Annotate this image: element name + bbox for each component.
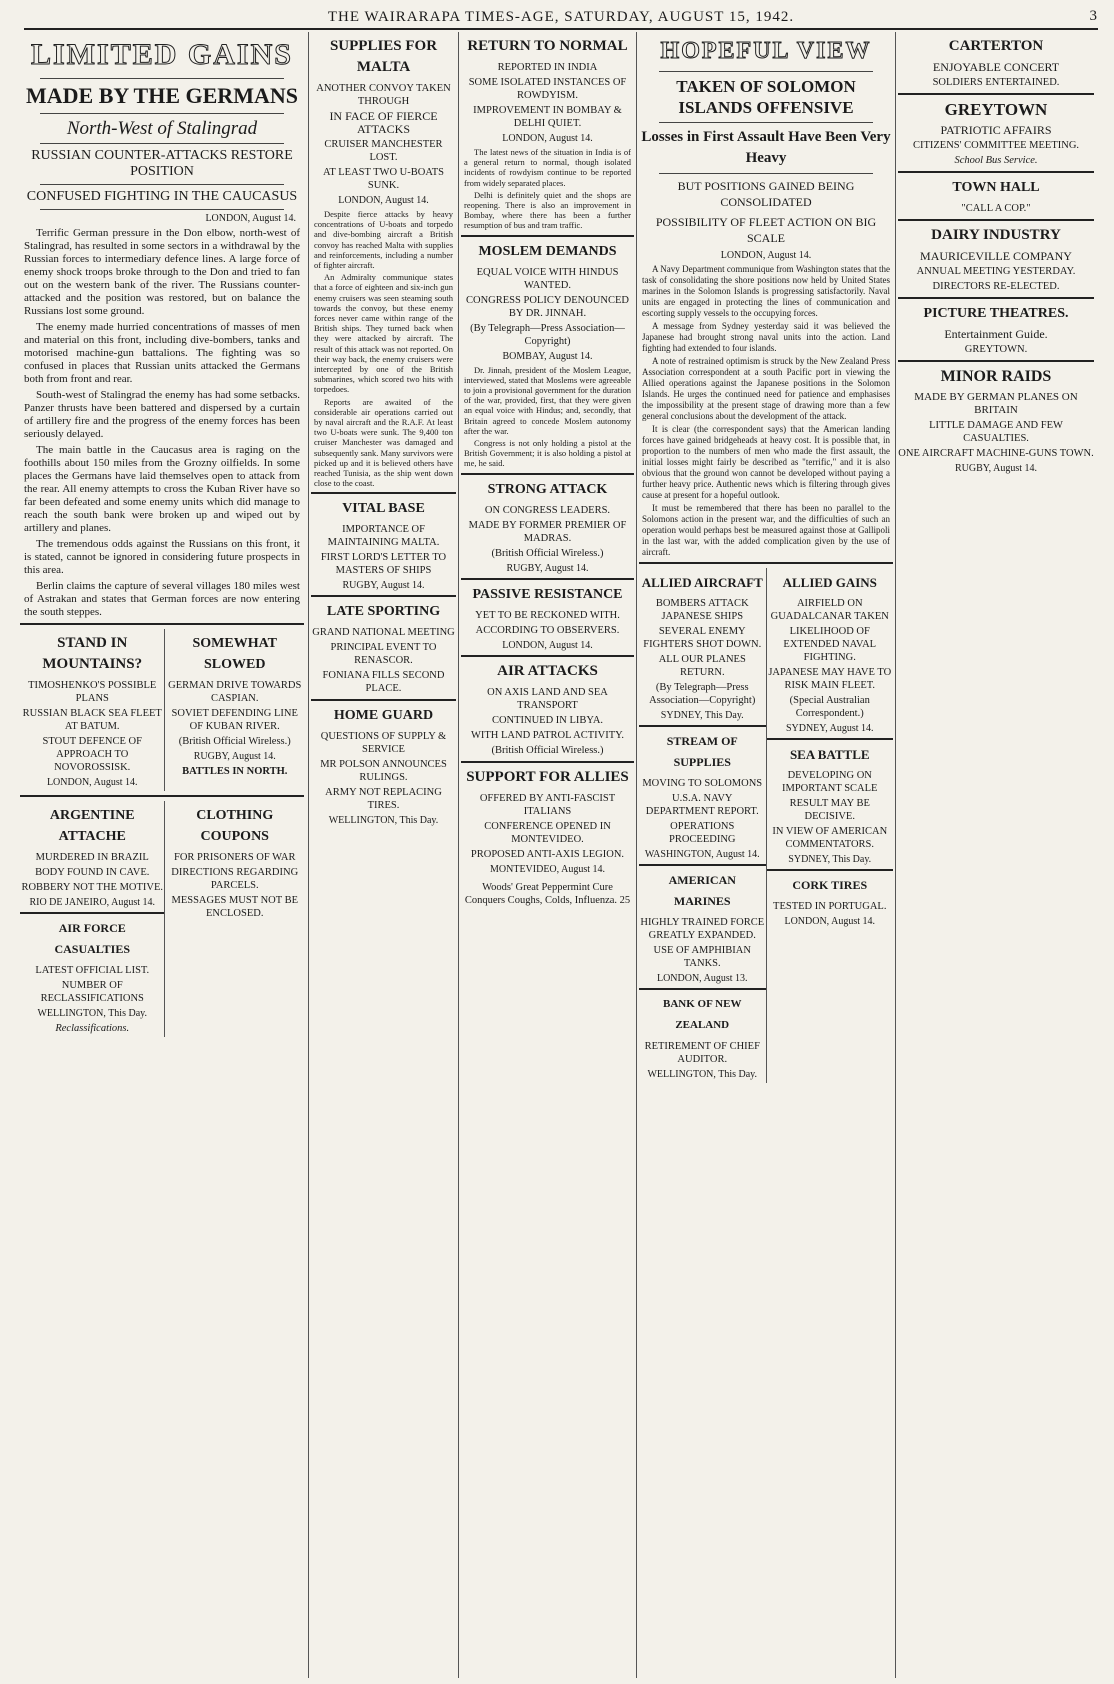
bank-of-nz-article	[639, 994, 766, 1080]
support-for-allies-article	[461, 767, 634, 907]
vital-base-article	[311, 498, 456, 591]
limited-gains-sub2: North-West of Stalingrad	[66, 118, 258, 139]
supplies-for-malta-p2: An Admiralty communique states that a force of eighteen and six-inch gun enemy cruisers was seen steaming south towards the convoy, but these enemy forces never came within range of the British ships. They turned back when they were attacked by aircraft. The result of this attack was not reported. On their way back, the enemy cruisers were intercepted by one of the British submarines, which scored two hits with torpedoes.	[314, 272, 453, 395]
limited-gains-p5: The tremendous odds against the Russians on this front, it is stated, cannot be ignored in considering future prospects in this area.	[24, 538, 300, 576]
limited-gains-article	[20, 38, 304, 619]
late-sporting-headline: LATE SPORTING	[326, 604, 441, 620]
column-right	[898, 32, 1094, 1678]
hopeful-view-p3: A note of restrained optimism is struck by the New Zealand Press Association correspondent at a south Pacific port in viewing the Allied operations against the Japanese positions in the Solomon Islands. He urges the continued need for patience and emphasises the impossibility at the present stage of drawing more than a few general conclusions about the development of the attack.	[642, 356, 890, 421]
air-attacks-article	[461, 661, 634, 757]
stand-in-mountains-dateline: LONDON, August 14.	[46, 777, 138, 788]
dairy-industry-headline: DAIRY INDUSTRY	[931, 227, 1061, 243]
greytown-headline: GREYTOWN	[944, 100, 1048, 119]
allied-gains-sub3: JAPANESE MAY HAVE TO RISK MAIN FLEET.	[768, 667, 892, 691]
picture-theatres-sub1: Entertainment Guide.	[944, 327, 1048, 341]
allied-aircraft-headline: ALLIED AIRCRAFT	[641, 575, 763, 590]
home-guard-headline: HOME GUARD	[333, 708, 434, 724]
minor-raids-dateline: RUGBY, August 14.	[954, 463, 1038, 474]
hopeful-view-p5: It must be remembered that there has been no parallel to the Solomons action in the present war, and the difficulties of such an operation would perhaps best be measured against those at Gallipoli in the last war, with the added complication given by the use of aircraft.	[642, 503, 890, 557]
vital-base-sub2: FIRST LORD'S LETTER TO MASTERS OF SHIPS	[320, 552, 447, 577]
moslem-demands-article	[461, 241, 634, 469]
air-force-casualties-dateline: WELLINGTON, This Day.	[37, 1008, 147, 1019]
return-to-normal-dateline: LONDON, August 14.	[502, 133, 593, 144]
moslem-demands-sub1: EQUAL VOICE WITH HINDUS WANTED.	[476, 266, 619, 291]
stand-in-mountains-sub3: STOUT DEFENCE OF APPROACH TO NOVOROSSISK.	[42, 736, 142, 773]
clothing-coupons-sub3: MESSAGES MUST NOT BE ENCLOSED.	[171, 895, 298, 919]
american-marines-article	[639, 870, 766, 984]
stream-of-supplies-headline: STREAM OF SUPPLIES	[666, 734, 738, 769]
support-for-allies-headline: SUPPORT FOR ALLIES	[466, 768, 629, 785]
support-for-allies-dateline: MONTEVIDEO, August 14.	[490, 863, 605, 875]
home-guard-dateline: WELLINGTON, This Day.	[328, 815, 439, 827]
masthead	[24, 6, 1098, 30]
home-guard-sub3: ARMY NOT REPLACING TIRES.	[325, 787, 442, 812]
air-attacks-sub1: ON AXIS LAND AND SEA TRANSPORT	[487, 686, 608, 711]
stream-of-supplies-sub1: MOVING TO SOLOMONS	[642, 778, 763, 789]
minor-raids-sub3: ONE AIRCRAFT MACHINE-GUNS TOWN.	[898, 448, 1094, 459]
carterton-sub2: SOLDIERS ENTERTAINED.	[932, 77, 1060, 88]
stand-in-mountains-sub1: TIMOSHENKO'S POSSIBLE PLANS	[28, 680, 157, 704]
greytown-article	[898, 99, 1094, 167]
supplies-for-malta-sub3: CRUISER MANCHESTER LOST.	[324, 139, 443, 163]
greytown-sub1: PATRIOTIC AFFAIRS	[940, 123, 1052, 137]
return-to-normal-sub2: SOME ISOLATED INSTANCES OF ROWDYISM.	[468, 77, 627, 101]
american-marines-sub1: HIGHLY TRAINED FORCE GREATLY EXPANDED.	[640, 917, 765, 941]
somewhat-slowed-headline: SOMEWHAT SLOWED	[192, 636, 277, 672]
support-for-allies-sub2: CONFERENCE OPENED IN MONTEVIDEO.	[484, 820, 611, 845]
vital-base-dateline: RUGBY, August 14.	[342, 580, 425, 592]
column-3	[461, 32, 634, 1678]
strong-attack-headline: STRONG ATTACK	[487, 481, 608, 497]
passive-resistance-dateline: LONDON, August 14.	[502, 639, 593, 651]
picture-theatres-sub2: GREYTOWN.	[964, 344, 1028, 355]
carterton-article	[898, 36, 1094, 89]
dairy-industry-sub2: ANNUAL MEETING YESTERDAY.	[916, 266, 1076, 277]
limited-gains-sub1: MADE BY THE GERMANS	[26, 83, 298, 108]
page-number: 3	[1089, 8, 1098, 24]
sea-battle-article	[767, 744, 894, 865]
limited-gains-p4: The main battle in the Caucasus area is raging on the foothills about 150 miles from the Grozny oilfields. In some places the Germans have laid themselves open to attack from the rear. All enemy attempts to cross the Kuban River have so far been defeated and some enemy units which did manage to reach the south bank were broken up and wiped out by artillery and planes.	[24, 444, 300, 534]
passive-resistance-article	[461, 584, 634, 651]
column-hopeful	[639, 32, 893, 1678]
sea-battle-sub2: RESULT MAY BE DECISIVE.	[789, 798, 870, 822]
return-to-normal-sub1: REPORTED IN INDIA	[497, 62, 598, 73]
sea-battle-sub3: IN VIEW OF AMERICAN COMMENTATORS.	[772, 826, 888, 850]
vital-base-sub1: IMPORTANCE OF MAINTAINING MALTA.	[327, 524, 440, 549]
passive-resistance-headline: PASSIVE RESISTANCE	[472, 586, 623, 602]
allied-aircraft-sub1: BOMBERS ATTACK JAPANESE SHIPS	[655, 598, 749, 622]
somewhat-slowed-sub2: SOVIET DEFENDING LINE OF KUBAN RIVER.	[171, 708, 298, 732]
stream-of-supplies-sub2: U.S.A. NAVY DEPARTMENT REPORT.	[645, 793, 759, 817]
minor-raids-article	[898, 366, 1094, 474]
hopeful-view-headline: HOPEFUL VIEW	[660, 38, 872, 64]
home-guard-sub2: MR POLSON ANNOUNCES RULINGS.	[320, 759, 447, 784]
late-sporting-article	[311, 601, 456, 695]
argentine-attache-dateline: RIO DE JANEIRO, August 14.	[29, 897, 156, 908]
hopeful-view-p4: It is clear (the correspondent says) that the American landing forces have gained bridgeheads at heavy cost. It is possible that, in proportion to the numbers of men who made the first assault, the initial losses might fairly be described as "terrific," and it is also obvious that the ground won cannot be developed without paying a further heavy price. Authentic news which is filtering through gives cause at present for a hopeful outlook.	[642, 424, 890, 500]
greytown-sub3: School Bus Service.	[954, 155, 1038, 166]
supplies-for-malta-headline: SUPPLIES FOR MALTA	[329, 38, 438, 75]
dairy-industry-sub1: MAURICEVILLE COMPANY	[920, 249, 1072, 263]
sea-battle-headline: SEA BATTLE	[789, 747, 870, 762]
late-sporting-sub2: PRINCIPAL EVENT TO RENASCOR.	[330, 642, 437, 667]
home-guard-sub1: QUESTIONS OF SUPPLY & SERVICE	[320, 731, 447, 756]
hopeful-view-sub1: TAKEN OF SOLOMON ISLANDS OFFENSIVE	[676, 77, 856, 117]
home-guard-article	[311, 705, 456, 826]
vital-base-headline: VITAL BASE	[342, 501, 425, 517]
picture-theatres-headline: PICTURE THEATRES.	[923, 306, 1069, 321]
stream-of-supplies-dateline: WASHINGTON, August 14.	[644, 849, 760, 860]
american-marines-dateline: LONDON, August 13.	[656, 973, 748, 984]
air-attacks-headline: AIR ATTACKS	[497, 662, 598, 679]
town-hall-headline: TOWN HALL	[952, 180, 1040, 195]
supplies-for-malta-p1: Despite fierce attacks by heavy concentrations of U-boats and torpedo and dive-bombing aircraft a British convoy has reached Malta with supplies and reinforcements, including a number of fighter aircraft.	[314, 209, 453, 271]
supplies-for-malta-sub4: AT LEAST TWO U-BOATS SUNK.	[322, 167, 445, 191]
allied-aircraft-article	[639, 572, 766, 721]
argentine-attache-sub1: MURDERED IN BRAZIL	[35, 852, 149, 863]
air-attacks-sub2: CONTINUED IN LIBYA.	[491, 714, 604, 726]
strong-attack-sub2: MADE BY FORMER PREMIER OF MADRAS.	[468, 519, 627, 544]
greytown-sub2: CITIZENS' COMMITTEE MEETING.	[912, 140, 1080, 151]
allied-gains-sub1: AIRFIELD ON GUADALCANAR TAKEN	[770, 598, 889, 622]
allied-gains-sub2: LIKELIHOOD OF EXTENDED NAVAL FIGHTING.	[783, 626, 877, 663]
hopeful-view-article	[639, 38, 893, 558]
supplies-for-malta-sub1: ANOTHER CONVOY TAKEN THROUGH	[316, 83, 451, 107]
argentine-attache-headline: ARGENTINE ATTACHE	[49, 808, 135, 844]
town-hall-sub1: "CALL A COP."	[961, 203, 1031, 214]
bank-of-nz-headline: BANK OF NEW ZEALAND	[663, 998, 742, 1031]
return-to-normal-p1: The latest news of the situation in India is of a general return to normal, though isolated incidents of rowdyism continue to be reported from widely separated places.	[464, 147, 631, 188]
carterton-headline: CARTERTON	[948, 38, 1044, 54]
moslem-demands-source: (By Telegraph—Press Association—Copyright)	[470, 322, 625, 347]
stand-in-mountains-headline: STAND IN MOUNTAINS?	[42, 635, 143, 672]
late-sporting-sub3: FONIANA FILLS SECOND PLACE.	[322, 670, 445, 695]
support-for-allies-sub1: OFFERED BY ANTI-FASCIST ITALIANS	[479, 792, 616, 817]
bank-of-nz-sub1: RETIREMENT OF CHIEF AUDITOR.	[644, 1041, 760, 1065]
carterton-sub1: ENJOYABLE CONCERT	[932, 60, 1060, 74]
supplies-for-malta-p3: Reports are awaited of the considerable air operations carried out by naval aircraft and the R.A.F. At least two U-boats were sunk. The 9,400 ton cruiser Manchester was damaged and subsequently sank. Many survivors were picked up and it is believed others have reached Tunisia, as the ship went down close to the coast.	[314, 396, 453, 489]
minor-raids-sub2: LITTLE DAMAGE AND FEW CASUALTIES.	[929, 420, 1063, 444]
town-hall-article	[898, 177, 1094, 215]
passive-resistance-sub2: ACCORDING TO OBSERVERS.	[475, 624, 620, 636]
allied-aircraft-sub2: SEVERAL ENEMY FIGHTERS SHOT DOWN.	[643, 626, 762, 650]
limited-gains-p3: South-west of Stalingrad the enemy has had some setbacks. Panzer thrusts have been battered and dispersed by a curtain of artillery fire and the progress of the enemy forces has been seriously delayed.	[24, 389, 300, 440]
limited-gains-dateline: LONDON, August 14.	[205, 213, 296, 224]
minor-raids-headline: MINOR RAIDS	[940, 368, 1052, 385]
return-to-normal-p2: Delhi is definitely quiet and the shops are reopening. There is also an improvement in Bombay, where there has been a further resumption of bus and tram traffic.	[464, 189, 631, 231]
somewhat-slowed-source: (British Official Wireless.)	[178, 736, 291, 747]
air-force-casualties-sub1: LATEST OFFICIAL LIST.	[35, 965, 150, 976]
stream-of-supplies-sub3: OPERATIONS PROCEEDING	[668, 821, 736, 845]
moslem-demands-sub2: CONGRESS POLICY DENOUNCED BY DR. JINNAH.	[466, 294, 629, 319]
limited-gains-headline: LIMITED GAINS	[31, 38, 293, 71]
clothing-coupons-sub2: DIRECTIONS REGARDING PARCELS.	[171, 867, 299, 891]
american-marines-sub2: USE OF AMPHIBIAN TANKS.	[653, 945, 751, 969]
stand-in-mountains-sub2: RUSSIAN BLACK SEA FLEET AT BATUM.	[22, 708, 162, 732]
strong-attack-dateline: RUGBY, August 14.	[506, 562, 589, 574]
column-left	[20, 32, 304, 1678]
cork-tires-article	[767, 875, 894, 927]
limited-gains-sub4: CONFUSED FIGHTING IN THE CAUCASUS	[26, 189, 298, 204]
stand-in-mountains-article	[20, 629, 165, 791]
hopeful-view-sub3: BUT POSITIONS GAINED BEING CONSOLIDATED	[677, 179, 855, 209]
argentine-attache-sub3: ROBBERY NOT THE MOTIVE.	[21, 882, 164, 893]
sea-battle-sub1: DEVELOPING ON IMPORTANT SCALE	[782, 770, 878, 794]
clothing-coupons-sub1: FOR PRISONERS OF WAR	[174, 852, 296, 863]
hopeful-view-sub4: POSSIBILITY OF FLEET ACTION ON BIG SCALE	[655, 215, 877, 245]
sea-battle-dateline: SYDNEY, This Day.	[788, 854, 872, 865]
return-to-normal-article	[461, 36, 634, 231]
dairy-industry-article	[898, 225, 1094, 293]
hopeful-view-p1: A Navy Department communique from Washington states that the task of consolidating the shore positions now held by United States marines in the Solomon Islands is progressing satisfactorily. Naval units are engaged in protecting the lines of communication and escorting supply vessels to the occupying forces.	[642, 264, 890, 318]
picture-theatres-article	[898, 303, 1094, 356]
moslem-demands-headline: MOSLEM DEMANDS	[478, 243, 617, 259]
moslem-demands-dateline: BOMBAY, August 14.	[502, 350, 593, 362]
allied-gains-dateline: SYDNEY, August 14.	[785, 723, 874, 734]
allied-gains-source: (Special Australian Correspondent.)	[789, 695, 870, 719]
limited-gains-p1: Terrific German pressure in the Don elbow, north-west of Stalingrad, has resulted in some sectors in a withdrawal by the Russian forces to intermediary defence lines. A large force of enemy shock troops broke through to the Don and tried to fan out on the western bank of the river. The Russians counter-attacked and the position was restored, but on balance the Russians lost some ground.	[24, 227, 300, 317]
air-attacks-sub3: WITH LAND PATROL ACTIVITY.	[470, 729, 625, 741]
limited-gains-p6: Berlin claims the capture of several villages 180 miles west of Astrakan and states that German forces are now entering the south steppes.	[24, 580, 300, 618]
argentine-attache-article	[20, 801, 165, 1037]
supplies-for-malta-article	[311, 36, 456, 488]
hopeful-view-sub2: Losses in First Assault Have Been Very Heavy	[641, 129, 891, 166]
somewhat-slowed-article	[165, 629, 304, 791]
air-force-casualties-sub3: Reclassifications.	[55, 1023, 130, 1034]
argentine-attache-sub2: BODY FOUND IN CAVE.	[35, 867, 150, 878]
moslem-demands-p2: Congress is not only holding a pistol at the British Government; it is also holding a pistol at me, he said.	[464, 438, 631, 469]
allied-aircraft-sub3: ALL OUR PLANES RETURN.	[658, 654, 746, 678]
allied-aircraft-dateline: SYDNEY, This Day.	[660, 710, 744, 721]
strong-attack-source: (British Official Wireless.)	[491, 547, 604, 559]
air-attacks-source: (British Official Wireless.)	[491, 744, 604, 756]
clothing-coupons-headline: CLOTHING COUPONS	[196, 808, 274, 844]
hopeful-view-dateline: LONDON, August 14.	[720, 250, 812, 261]
allied-aircraft-source: (By Telegraph—Press Association—Copyright)	[649, 682, 756, 706]
masthead-title: THE WAIRARAPA TIMES-AGE, SATURDAY, AUGUST 15, 1942.	[327, 8, 795, 25]
american-marines-headline: AMERICAN MARINES	[668, 873, 736, 908]
column-2	[311, 32, 456, 1678]
strong-attack-sub1: ON CONGRESS LEADERS.	[484, 504, 611, 516]
minor-raids-sub1: MADE BY GERMAN PLANES ON BRITAIN	[914, 391, 1078, 416]
cork-tires-headline: CORK TIRES	[792, 878, 868, 892]
allied-gains-article	[767, 572, 894, 734]
somewhat-slowed-sub1: GERMAN DRIVE TOWARDS CASPIAN.	[168, 680, 302, 704]
support-for-allies-footer: Woods' Great Peppermint Cure Conquers Coughs, Colds, Influenza. 25	[464, 881, 631, 906]
strong-attack-article	[461, 479, 634, 574]
air-force-casualties-sub2: NUMBER OF RECLASSIFICATIONS	[40, 980, 144, 1004]
hopeful-view-p2: A message from Sydney yesterday said it was believed the Japanese had brought strong naval units into the action. Land fighting had extended to four islands.	[642, 321, 890, 353]
cork-tires-sub1: TESTED IN PORTUGAL.	[773, 901, 887, 912]
somewhat-slowed-sub3: BATTLES IN NORTH.	[182, 766, 288, 777]
dairy-industry-sub3: DIRECTORS RE-ELECTED.	[932, 281, 1060, 292]
allied-gains-headline: ALLIED GAINS	[782, 575, 877, 590]
clothing-coupons-article	[165, 801, 304, 1037]
moslem-demands-p1: Dr. Jinnah, president of the Moslem League, interviewed, stated that Moslems were agreeable to join a provisional government for the duration of the war, provided, first, that they were given an equal voice with Hindus; and, secondly, that Britain agreed to concede Moslem autonomy after the war.	[464, 364, 631, 436]
passive-resistance-sub1: YET TO BE RECKONED WITH.	[475, 609, 620, 621]
limited-gains-sub3: RUSSIAN COUNTER-ATTACKS RESTORE POSITION	[31, 148, 293, 179]
return-to-normal-sub3: IMPROVEMENT IN BOMBAY & DELHI QUIET.	[473, 105, 622, 129]
support-for-allies-sub3: PROPOSED ANTI-AXIS LEGION.	[470, 848, 625, 860]
air-force-casualties-headline: AIR FORCE CASUALTIES	[54, 921, 131, 956]
bank-of-nz-dateline: WELLINGTON, This Day.	[647, 1069, 758, 1080]
cork-tires-dateline: LONDON, August 14.	[784, 916, 876, 927]
late-sporting-sub1: GRAND NATIONAL MEETING	[312, 627, 455, 639]
stream-of-supplies-article	[639, 731, 766, 860]
somewhat-slowed-dateline: RUGBY, August 14.	[193, 751, 276, 762]
supplies-for-malta-dateline: LONDON, August 14.	[338, 195, 429, 206]
supplies-for-malta-sub2: IN FACE OF FIERCE ATTACKS	[329, 109, 438, 136]
limited-gains-p2: The enemy made hurried concentrations of masses of men and material on this front, including dive-bombers, tanks and motorised machine-gun battalions. The fighting was so confused in places that Russian units attacked the Germans both from front and rear.	[24, 321, 300, 385]
return-to-normal-headline: RETURN TO NORMAL	[467, 38, 628, 54]
